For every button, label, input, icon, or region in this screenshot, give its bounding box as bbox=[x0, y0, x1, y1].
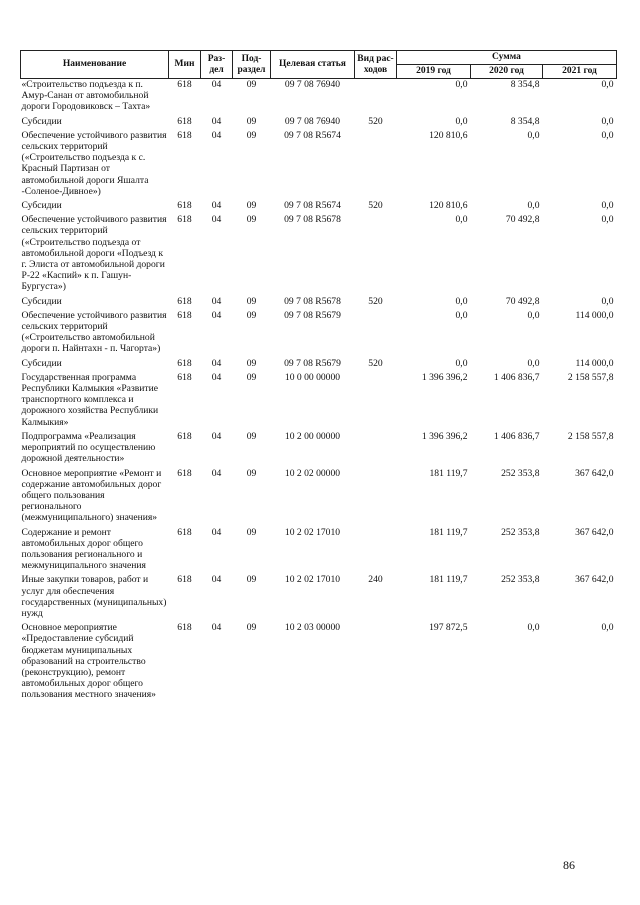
budget-table-container bbox=[20, 50, 616, 704]
cell-sum-2021: 0,0 bbox=[601, 115, 614, 127]
cell-razdel: 04 bbox=[211, 295, 222, 307]
cell-sum-2020: 0,0 bbox=[527, 309, 540, 321]
header-target-article: Целевая статья bbox=[271, 51, 355, 79]
cell-podrazdel: 09 bbox=[246, 129, 257, 141]
cell-sum-2019: 181 119,7 bbox=[429, 526, 468, 538]
cell-sum-2020: 252 353,8 bbox=[501, 526, 540, 538]
cell-target-article: 09 7 08 R5674 bbox=[284, 129, 341, 141]
cell-name: Государственная программа Республики Калмыкия «Развитие транспортного комплекса и дорожного хозяйства Республики Калмыкия» bbox=[21, 371, 159, 428]
cell-min: 618 bbox=[177, 622, 192, 634]
table-row bbox=[21, 468, 617, 527]
cell-name: Иные закупки товаров, работ и услуг для обеспечения государственных (муниципальных) нужд bbox=[21, 574, 167, 619]
cell-podrazdel: 09 bbox=[246, 357, 257, 369]
cell-podrazdel: 09 bbox=[246, 200, 257, 212]
cell-podrazdel: 09 bbox=[246, 214, 257, 226]
table-row bbox=[21, 130, 617, 200]
cell-sum-2019: 0,0 bbox=[455, 295, 468, 307]
cell-sum-2019: 181 119,7 bbox=[429, 467, 468, 479]
cell-sum-2021: 0,0 bbox=[601, 622, 614, 634]
cell-name: Подпрограмма «Реализация мероприятий по осуществлению дорожной деятельности» bbox=[21, 430, 156, 465]
cell-target-article: 10 2 02 00000 bbox=[284, 467, 341, 479]
cell-sum-2020: 8 354,8 bbox=[510, 79, 540, 90]
cell-sum-2020: 1 406 836,7 bbox=[493, 371, 540, 383]
budget-table bbox=[20, 50, 617, 704]
table-body bbox=[21, 79, 617, 704]
cell-target-article: 10 2 03 00000 bbox=[284, 622, 341, 634]
cell-razdel: 04 bbox=[211, 129, 222, 141]
cell-sum-2019: 1 396 396,2 bbox=[421, 371, 468, 383]
cell-target-article: 09 7 08 R5674 bbox=[284, 200, 341, 212]
cell-name: Основное мероприятие «Ремонт и содержание автомобильных дорог общего пользования регионального (межмуниципального) значения» bbox=[21, 467, 162, 524]
header-year-2021: 2021 год bbox=[543, 65, 617, 79]
cell-target-article: 09 7 08 R5678 bbox=[284, 295, 341, 307]
header-name: Наименование bbox=[21, 51, 169, 79]
cell-sum-2021: 367 642,0 bbox=[575, 526, 614, 538]
table-header bbox=[21, 51, 617, 79]
cell-sum-2020: 0,0 bbox=[527, 200, 540, 212]
table-row bbox=[21, 79, 617, 116]
cell-podrazdel: 09 bbox=[246, 622, 257, 634]
cell-sum-2020: 0,0 bbox=[527, 622, 540, 634]
cell-name: Обеспечение устойчивого развития сельских территорий («Строительство подъезда от автомобильной дороги «Подъезд к г. Элиста от автомобильной дороги Р-22 «Каспий» к п. Гашун-Бургуста») bbox=[21, 214, 167, 293]
cell-min: 618 bbox=[177, 430, 192, 442]
cell-name: Содержание и ремонт автомобильных дорог общего пользования регионального и межмуниципального значения bbox=[21, 526, 146, 572]
cell-expense-type: 240 bbox=[368, 574, 383, 586]
header-podrazdel: Под-раздел bbox=[233, 51, 271, 79]
cell-min: 618 bbox=[177, 200, 192, 212]
cell-podrazdel: 09 bbox=[246, 526, 257, 538]
cell-sum-2020: 0,0 bbox=[527, 129, 540, 141]
cell-target-article: 10 2 02 17010 bbox=[284, 526, 341, 538]
cell-podrazdel: 09 bbox=[246, 467, 257, 479]
cell-razdel: 04 bbox=[211, 467, 222, 479]
cell-razdel: 04 bbox=[211, 309, 222, 321]
cell-target-article: 10 0 00 00000 bbox=[284, 371, 341, 383]
cell-sum-2021: 2 158 557,8 bbox=[567, 371, 614, 383]
cell-target-article: 09 7 08 R5678 bbox=[284, 214, 341, 226]
cell-target-article: 09 7 08 76940 bbox=[284, 79, 341, 90]
cell-min: 618 bbox=[177, 574, 192, 586]
cell-podrazdel: 09 bbox=[246, 309, 257, 321]
cell-expense-type bbox=[355, 79, 397, 116]
cell-sum-2021: 0,0 bbox=[601, 200, 614, 212]
cell-expense-type bbox=[355, 622, 397, 703]
cell-min: 618 bbox=[177, 526, 192, 538]
cell-razdel: 04 bbox=[211, 200, 222, 212]
table-row bbox=[21, 214, 617, 295]
cell-razdel: 04 bbox=[211, 430, 222, 442]
cell-expense-type bbox=[355, 468, 397, 527]
cell-min: 618 bbox=[177, 467, 192, 479]
cell-min: 618 bbox=[177, 295, 192, 307]
cell-sum-2021: 2 158 557,8 bbox=[567, 430, 614, 442]
cell-name: Субсидии bbox=[21, 357, 62, 369]
header-expense-type: Вид рас-ходов bbox=[355, 51, 397, 79]
cell-expense-type bbox=[355, 310, 397, 358]
cell-sum-2019: 0,0 bbox=[455, 115, 468, 127]
cell-target-article: 09 7 08 R5679 bbox=[284, 309, 341, 321]
cell-podrazdel: 09 bbox=[246, 115, 257, 127]
table-row bbox=[21, 527, 617, 575]
cell-sum-2020: 1 406 836,7 bbox=[493, 430, 540, 442]
cell-sum-2021: 367 642,0 bbox=[575, 574, 614, 586]
header-year-2019: 2019 год bbox=[397, 65, 471, 79]
cell-razdel: 04 bbox=[211, 526, 222, 538]
cell-name: Субсидии bbox=[21, 295, 62, 307]
table-row bbox=[21, 296, 617, 310]
cell-podrazdel: 09 bbox=[246, 574, 257, 586]
cell-min: 618 bbox=[177, 357, 192, 369]
cell-min: 618 bbox=[177, 214, 192, 226]
cell-expense-type bbox=[355, 372, 397, 431]
cell-sum-2019: 197 872,5 bbox=[429, 622, 468, 634]
cell-sum-2020: 8 354,8 bbox=[510, 115, 540, 127]
cell-target-article: 09 7 08 76940 bbox=[284, 115, 341, 127]
table-row bbox=[21, 200, 617, 214]
cell-razdel: 04 bbox=[211, 574, 222, 586]
cell-sum-2019: 1 396 396,2 bbox=[421, 430, 468, 442]
cell-podrazdel: 09 bbox=[246, 430, 257, 442]
cell-podrazdel: 09 bbox=[246, 371, 257, 383]
cell-name: Обеспечение устойчивого развития сельских территорий («Строительство автомобильной дороги п. Найнтахн - п. Чагорта») bbox=[21, 309, 167, 355]
table-row bbox=[21, 622, 617, 703]
header-year-2020: 2020 год bbox=[471, 65, 543, 79]
cell-expense-type bbox=[355, 527, 397, 575]
cell-sum-2019: 120 810,6 bbox=[429, 200, 468, 212]
cell-sum-2019: 0,0 bbox=[455, 214, 468, 226]
cell-sum-2021: 114 000,0 bbox=[575, 309, 614, 321]
table-row bbox=[21, 372, 617, 431]
table-row bbox=[21, 431, 617, 468]
cell-expense-type: 520 bbox=[368, 295, 383, 307]
cell-razdel: 04 bbox=[211, 357, 222, 369]
header-razdel: Раз-дел bbox=[201, 51, 233, 79]
cell-name: Субсидии bbox=[21, 200, 62, 212]
table-row bbox=[21, 358, 617, 372]
cell-sum-2021: 0,0 bbox=[601, 129, 614, 141]
cell-sum-2019: 120 810,6 bbox=[429, 129, 468, 141]
cell-sum-2019: 0,0 bbox=[455, 79, 468, 90]
cell-name: «Строительство подъезда к п. Амур-Санан от автомобильной дороги Городовиковск – Тахта» bbox=[21, 79, 151, 113]
cell-expense-type: 520 bbox=[368, 357, 383, 369]
cell-sum-2021: 114 000,0 bbox=[575, 357, 614, 369]
cell-min: 618 bbox=[177, 309, 192, 321]
cell-min: 618 bbox=[177, 115, 192, 127]
cell-sum-2021: 0,0 bbox=[601, 79, 614, 90]
table-row bbox=[21, 574, 617, 622]
cell-razdel: 04 bbox=[211, 622, 222, 634]
cell-sum-2019: 0,0 bbox=[455, 309, 468, 321]
cell-sum-2019: 181 119,7 bbox=[429, 574, 468, 586]
cell-razdel: 04 bbox=[211, 115, 222, 127]
cell-expense-type bbox=[355, 431, 397, 468]
cell-sum-2021: 0,0 bbox=[601, 214, 614, 226]
cell-target-article: 09 7 08 R5679 bbox=[284, 357, 341, 369]
cell-sum-2020: 70 492,8 bbox=[505, 214, 540, 226]
page-number: 86 bbox=[563, 858, 575, 872]
cell-min: 618 bbox=[177, 371, 192, 383]
cell-sum-2021: 367 642,0 bbox=[575, 467, 614, 479]
cell-name: Основное мероприятие «Предоставление субсидий бюджетам муниципальных образований на строительство (реконструкцию), ремонт автомобильных дорог общего пользования местного значения» bbox=[21, 622, 156, 701]
cell-razdel: 04 bbox=[211, 79, 222, 90]
cell-sum-2020: 0,0 bbox=[527, 357, 540, 369]
cell-podrazdel: 09 bbox=[246, 79, 257, 90]
cell-sum-2019: 0,0 bbox=[455, 357, 468, 369]
table-row bbox=[21, 310, 617, 358]
header-min: Мин bbox=[169, 51, 201, 79]
cell-min: 618 bbox=[177, 79, 192, 90]
cell-sum-2020: 70 492,8 bbox=[505, 295, 540, 307]
cell-sum-2021: 0,0 bbox=[601, 295, 614, 307]
cell-razdel: 04 bbox=[211, 214, 222, 226]
cell-name: Субсидии bbox=[21, 115, 62, 127]
cell-target-article: 10 2 00 00000 bbox=[284, 430, 341, 442]
cell-sum-2020: 252 353,8 bbox=[501, 574, 540, 586]
cell-target-article: 10 2 02 17010 bbox=[284, 574, 341, 586]
cell-expense-type bbox=[355, 214, 397, 295]
cell-expense-type: 520 bbox=[368, 200, 383, 212]
cell-razdel: 04 bbox=[211, 371, 222, 383]
table-row bbox=[21, 116, 617, 130]
cell-name: Обеспечение устойчивого развития сельских территорий («Строительство подъезда к с. Красный Партизан от автомобильной дороги Яшалта -Соленое-Дивное») bbox=[21, 129, 167, 197]
cell-sum-2020: 252 353,8 bbox=[501, 467, 540, 479]
cell-min: 618 bbox=[177, 129, 192, 141]
cell-expense-type: 520 bbox=[368, 115, 383, 127]
cell-podrazdel: 09 bbox=[246, 295, 257, 307]
header-sum: Сумма bbox=[397, 51, 617, 65]
cell-expense-type bbox=[355, 130, 397, 200]
